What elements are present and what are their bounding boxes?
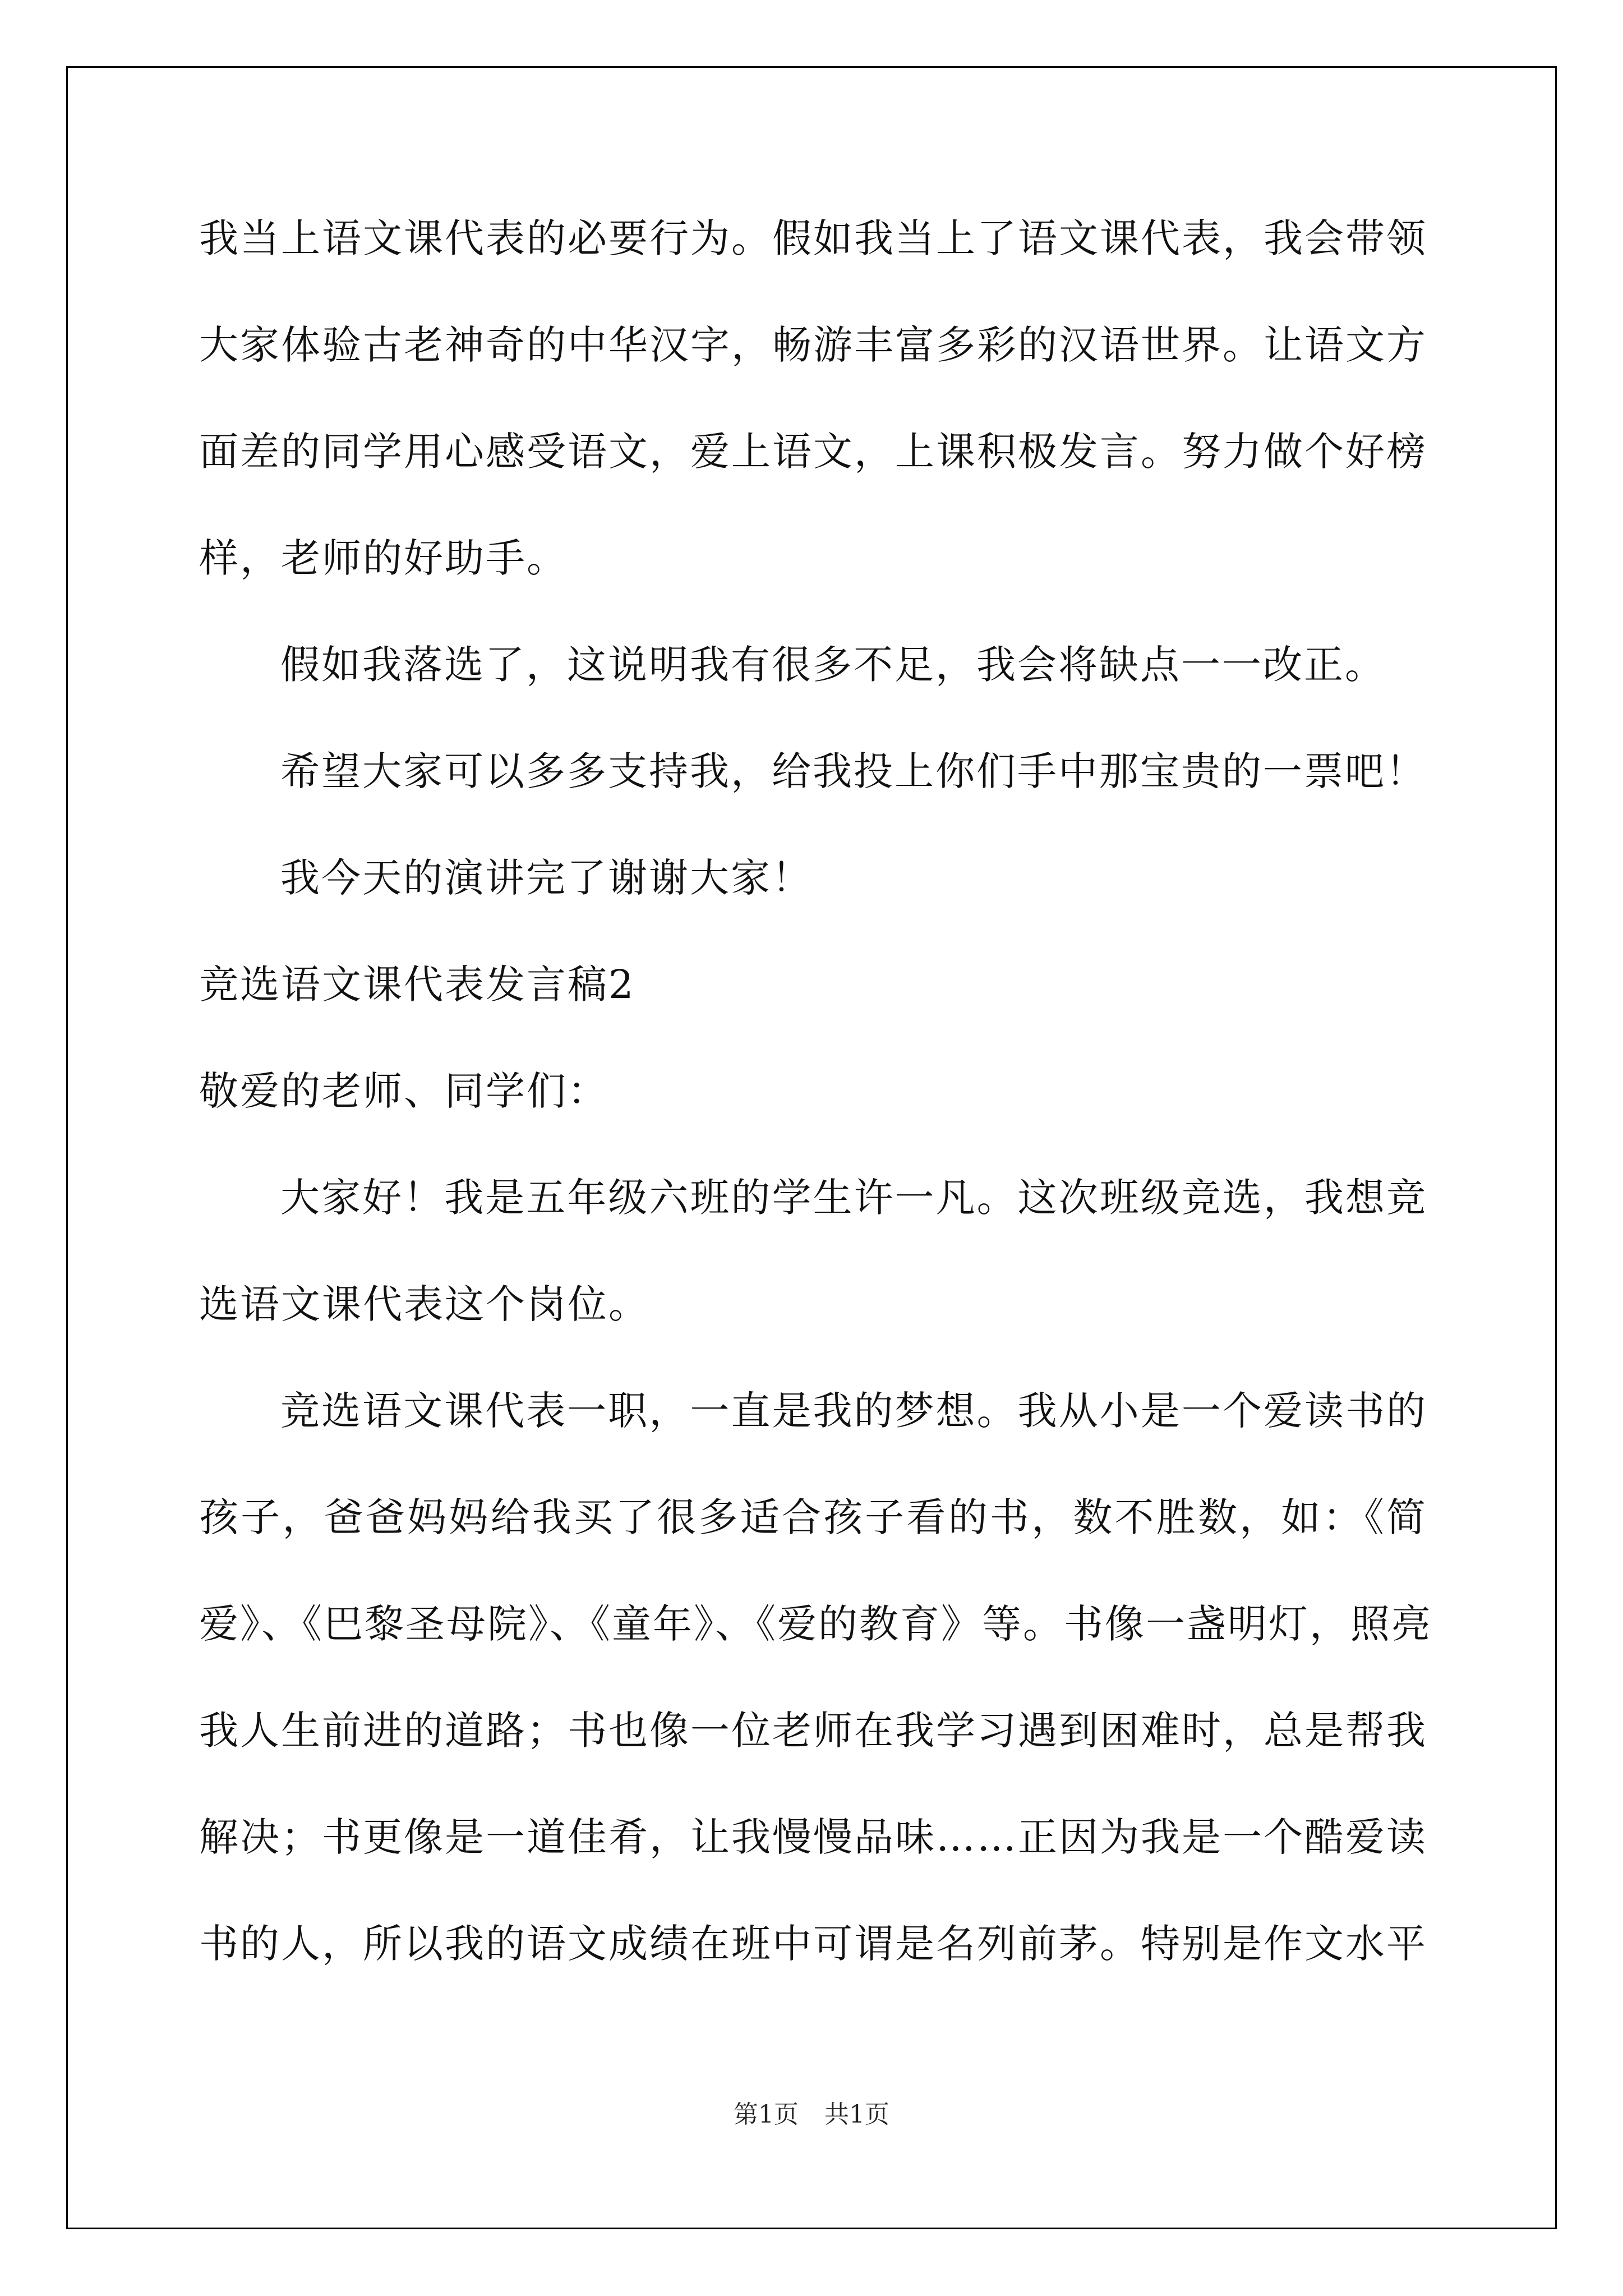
text-line: 样，老师的好助手。 bbox=[199, 535, 568, 581]
text-line: 书的人，所以我的语文成绩在班中可谓是名列前茅。特别是作文水平 bbox=[199, 1921, 1427, 1967]
text-line: 大家好！我是五年级六班的学生许一凡。这次班级竞选，我想竞 bbox=[280, 1175, 1427, 1221]
text-line: 我人生前进的道路；书也像一位老师在我学习遇到困难时，总是帮我 bbox=[199, 1708, 1427, 1754]
page-number: 第1页 bbox=[734, 2100, 799, 2129]
text-line: 孩子，爸爸妈妈给我买了很多适合孩子看的书，数不胜数，如：《简 bbox=[199, 1494, 1427, 1540]
page-footer bbox=[0, 2094, 1623, 2130]
text-line: 解决；书更像是一道佳肴，让我慢慢品味……正因为我是一个酷爱读 bbox=[199, 1814, 1427, 1860]
text-line: 面差的同学用心感受语文，爱上语文，上课积极发言。努力做个好榜 bbox=[199, 429, 1427, 475]
salutation: 敬爱的老师、同学们： bbox=[199, 1068, 608, 1114]
text-line: 假如我落选了，这说明我有很多不足，我会将缺点一一改正。 bbox=[280, 642, 1386, 688]
text-line: 希望大家可以多多支持我，给我投上你们手中那宝贵的一票吧！ bbox=[280, 748, 1427, 794]
text-line: 爱》、《巴黎圣母院》、《童年》、《爱的教育》等。书像一盏明灯，照亮 bbox=[199, 1601, 1432, 1647]
text-line: 选语文课代表这个岗位。 bbox=[199, 1281, 649, 1327]
text-line: 大家体验古老神奇的中华汉字，畅游丰富多彩的汉语世界。让语文方 bbox=[199, 322, 1427, 368]
text-line: 我当上语文课代表的必要行为。假如我当上了语文课代表，我会带领 bbox=[199, 215, 1427, 261]
text-line: 竞选语文课代表一职，一直是我的梦想。我从小是一个爱读书的 bbox=[280, 1388, 1427, 1434]
page-total: 共1页 bbox=[824, 2100, 889, 2129]
text-line: 我今天的演讲完了谢谢大家！ bbox=[280, 855, 813, 901]
document-body bbox=[199, 215, 1432, 2031]
section-heading: 竞选语文课代表发言稿2 bbox=[199, 961, 635, 1007]
